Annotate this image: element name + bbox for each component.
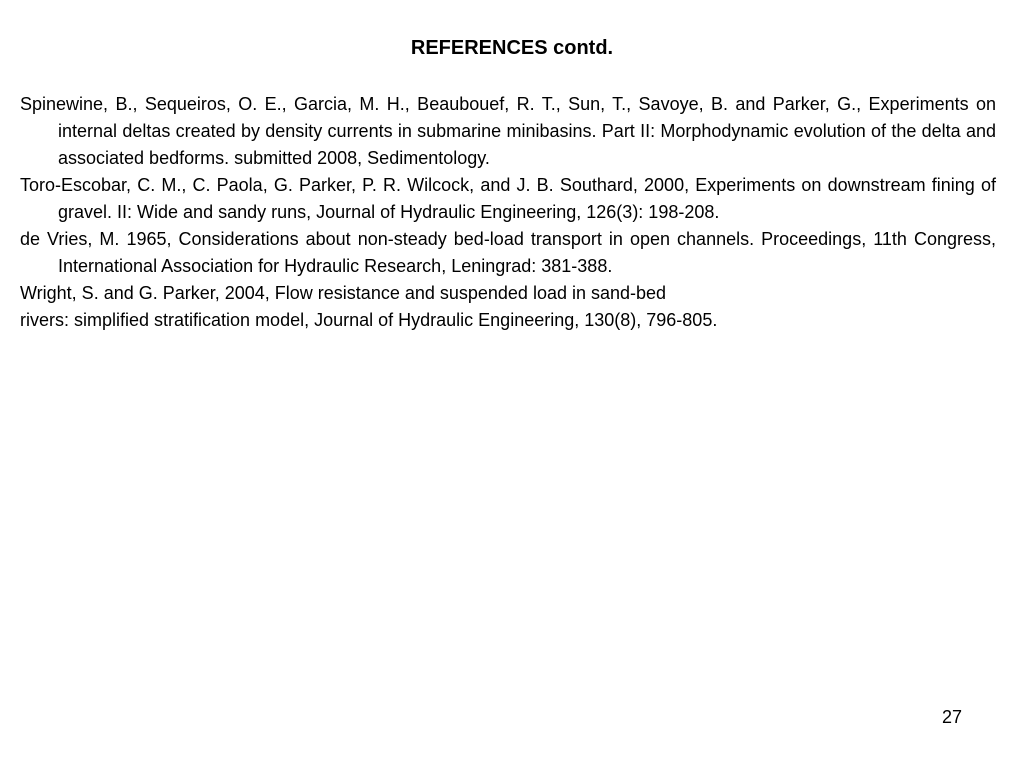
reference-list bbox=[20, 91, 996, 334]
reference-item-de-vries: de Vries, M. 1965, Considerations about non-steady bed-load transport in open channels. Proceedings, 11th Congress, International Association for Hydraulic Research, Leningrad: 381-388. bbox=[20, 229, 996, 276]
reference-line-2: rivers: simplified stratification model, Journal of Hydraulic Engineering, 130(8), 796-805. bbox=[20, 310, 718, 330]
reference-line-1: Wright, S. and G. Parker, 2004, Flow resistance and suspended load in sand-bed bbox=[20, 283, 667, 303]
page-number: 27 bbox=[941, 707, 962, 727]
reference-item-wright bbox=[20, 280, 996, 334]
reference-item-spinewine: Spinewine, B., Sequeiros, O. E., Garcia, M. H., Beaubouef, R. T., Sun, T., Savoye, B. and Parker, G., Experiments on internal deltas created by density currents in submarine minibasins. Part II: Morphodynamic evolution of the delta and associated bedforms. submitted 2008, Sedimentology. bbox=[20, 94, 996, 168]
page-title: REFERENCES contd. bbox=[410, 37, 614, 59]
reference-item-toro-escobar: Toro-Escobar, C. M., C. Paola, G. Parker, P. R. Wilcock, and J. B. Southard, 2000, Experiments on downstream fining of gravel. II: Wide and sandy runs, Journal of Hydraulic Engineering, 126(3): 198-208. bbox=[20, 175, 996, 222]
